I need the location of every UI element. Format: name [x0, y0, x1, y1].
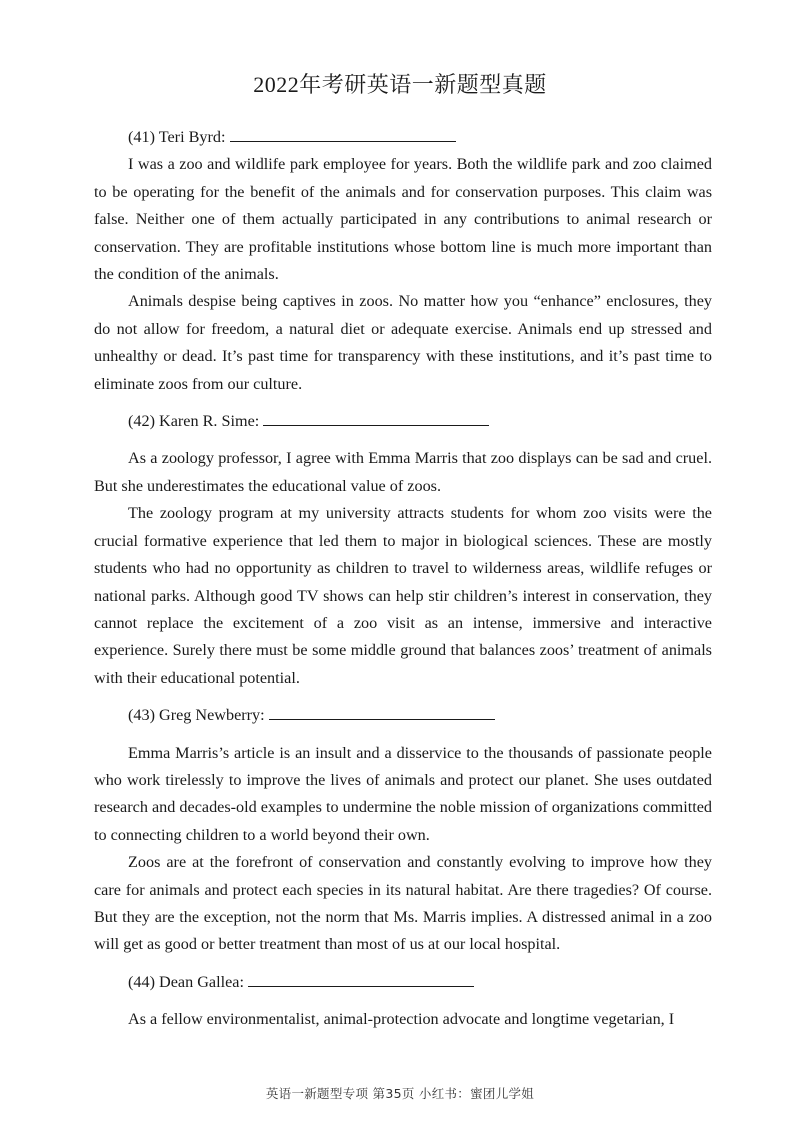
paragraph: Animals despise being captives in zoos. No matter how you “enhance” enclosures, they do not allow for freedom, a natural diet or adequate exercise. Animals end up stressed and unhealthy or dead. It’s past time for transparency with these institutions, and it’s past time to eliminate zoos from our culture.: [94, 292, 712, 393]
document-body: [94, 124, 712, 1034]
answer-blank-42: [263, 409, 489, 426]
paragraph: Zoos are at the forefront of conservation and constantly evolving to improve how they care for animals and protect each species in its natural habitat. Are there tragedies? Of course. But they are the exception, not the norm that Ms. Marris implies. A distressed animal in a zoo will get as good or better treatment than most of us at our local hospital.: [94, 853, 712, 954]
section-43-label: (43) Greg Newberry:: [128, 706, 265, 725]
section-41-label: (41) Teri Byrd:: [128, 128, 226, 146]
answer-blank-44: [248, 970, 474, 987]
answer-blank-43: [269, 703, 495, 720]
paragraph: Emma Marris’s article is an insult and a disservice to the thousands of passionate people who work tirelessly to improve the lives of animals and protect our planet. She uses outdated research and decades-old examples to undermine the noble mission of organizations committed to connecting children to a world beyond their own.: [94, 743, 712, 844]
page-footer: 英语一新题型专项 第35页 小红书：蜜团儿学姐: [265, 1086, 535, 1101]
section-44-label: (44) Dean Gallea:: [128, 972, 244, 991]
paragraph: As a zoology professor, I agree with Emma Marris that zoo displays can be sad and cruel. But she underestimates the educational value of zoos.: [94, 449, 712, 495]
section-44-heading: [94, 969, 712, 996]
page-title: 2022年考研英语一新题型真题: [253, 72, 547, 97]
section-41-heading: [94, 124, 712, 151]
section-43-heading: [94, 702, 712, 729]
section-42-label: (42) Karen R. Sime:: [128, 412, 260, 431]
answer-blank-41: [230, 125, 456, 142]
paragraph: The zoology program at my university attracts students for whom zoo visits were the crucial formative experience that led them to major in biological sciences. These are mostly students who had no opportunity as children to travel to wilderness areas, wildlife refuges or national parks. Although good TV shows can help stir children’s interest in conservation, they cannot replace the excitement of a zoo visit as an intense, immersive and interactive experience. Surely there must be some middle ground that balances zoos’ treatment of animals with their educational potential.: [94, 504, 712, 687]
section-42-heading: [94, 408, 712, 435]
paragraph: As a fellow environmentalist, animal-protection advocate and longtime vegetarian, I: [128, 1010, 675, 1029]
paragraph: I was a zoo and wildlife park employee for years. Both the wildlife park and zoo claimed to be operating for the benefit of the animals and for conservation purposes. This claim was false. Neither one of them actually participated in any contributions to animal research or conservation. They are profitable institutions whose bottom line is much more important than the condition of the animals.: [94, 155, 712, 284]
